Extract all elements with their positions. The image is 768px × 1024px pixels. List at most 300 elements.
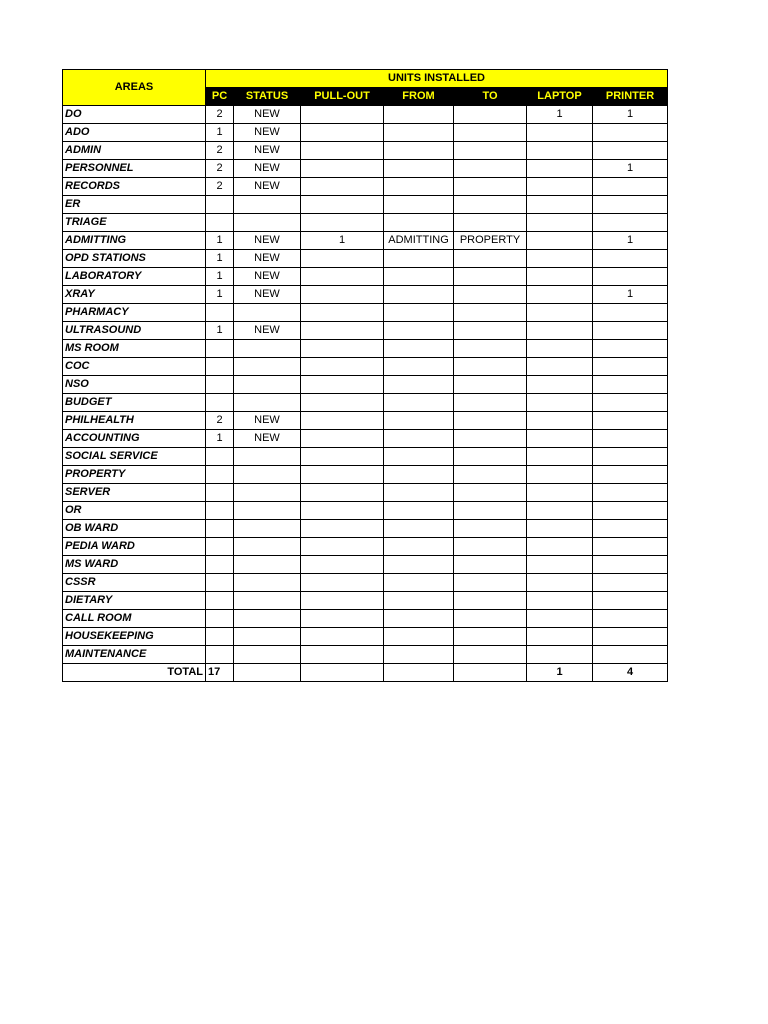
col-header-laptop: LAPTOP [527,88,593,106]
cell-status: NEW [234,106,301,124]
cell-laptop [527,466,593,484]
cell-printer [593,538,668,556]
cell-to [454,430,527,448]
cell-pc [206,214,234,232]
table-row [63,304,668,322]
col-header-from: FROM [384,88,454,106]
total-status [234,664,301,682]
cell-to [454,538,527,556]
cell-status [234,340,301,358]
cell-pull-out: 1 [301,232,384,250]
cell-pull-out [301,430,384,448]
total-row [63,664,668,682]
cell-to [454,160,527,178]
cell-printer [593,304,668,322]
cell-status [234,304,301,322]
table-row [63,178,668,196]
cell-laptop [527,412,593,430]
cell-pc [206,538,234,556]
table-row [63,106,668,124]
cell-from [384,142,454,160]
table-row [63,268,668,286]
cell-pc [206,502,234,520]
cell-from [384,574,454,592]
areas-header: AREAS [63,70,206,106]
cell-status [234,214,301,232]
cell-printer [593,376,668,394]
cell-printer [593,520,668,538]
cell-pull-out [301,322,384,340]
table-row [63,556,668,574]
cell-pc [206,520,234,538]
cell-pull-out [301,160,384,178]
cell-from [384,538,454,556]
cell-pull-out [301,250,384,268]
cell-to [454,466,527,484]
cell-status: NEW [234,124,301,142]
cell-laptop [527,394,593,412]
cell-pull-out [301,358,384,376]
cell-pc [206,394,234,412]
table-row [63,520,668,538]
col-header-pull-out: PULL-OUT [301,88,384,106]
cell-area: ADMITTING [63,232,206,250]
cell-to [454,304,527,322]
cell-printer: 1 [593,232,668,250]
cell-printer [593,142,668,160]
cell-status [234,538,301,556]
cell-from [384,430,454,448]
cell-area: OR [63,502,206,520]
cell-to [454,628,527,646]
cell-area: PERSONNEL [63,160,206,178]
cell-laptop [527,178,593,196]
cell-pc: 2 [206,178,234,196]
cell-from [384,340,454,358]
table-row [63,286,668,304]
cell-pc [206,646,234,664]
col-header-to: TO [454,88,527,106]
cell-to [454,340,527,358]
cell-laptop [527,448,593,466]
cell-status [234,196,301,214]
cell-from [384,520,454,538]
table-row [63,430,668,448]
cell-area: SOCIAL SERVICE [63,448,206,466]
cell-pc: 1 [206,232,234,250]
header-row-top [63,70,668,88]
cell-status [234,520,301,538]
cell-to [454,376,527,394]
cell-from [384,286,454,304]
cell-to [454,484,527,502]
cell-laptop [527,322,593,340]
cell-printer: 1 [593,286,668,304]
cell-area: OPD STATIONS [63,250,206,268]
cell-printer [593,268,668,286]
cell-pull-out [301,574,384,592]
cell-laptop [527,358,593,376]
cell-area: PEDIA WARD [63,538,206,556]
cell-status [234,628,301,646]
cell-to [454,214,527,232]
cell-area: MS ROOM [63,340,206,358]
cell-laptop [527,304,593,322]
cell-to [454,286,527,304]
cell-to [454,142,527,160]
cell-from [384,250,454,268]
cell-to [454,412,527,430]
cell-laptop: 1 [527,106,593,124]
table-body [63,106,668,664]
cell-area: ADMIN [63,142,206,160]
cell-status [234,394,301,412]
cell-status: NEW [234,250,301,268]
cell-laptop [527,340,593,358]
table-row [63,646,668,664]
cell-pc: 1 [206,268,234,286]
cell-printer [593,610,668,628]
cell-status: NEW [234,430,301,448]
cell-from [384,466,454,484]
col-header-status: STATUS [234,88,301,106]
table-row [63,142,668,160]
cell-pull-out [301,124,384,142]
cell-area: XRAY [63,286,206,304]
cell-pc [206,592,234,610]
cell-laptop [527,286,593,304]
cell-printer: 1 [593,106,668,124]
cell-pull-out [301,448,384,466]
cell-printer [593,430,668,448]
cell-from [384,358,454,376]
cell-from [384,178,454,196]
cell-printer [593,628,668,646]
cell-laptop [527,376,593,394]
cell-status [234,502,301,520]
cell-laptop [527,430,593,448]
cell-status: NEW [234,286,301,304]
table-row [63,466,668,484]
cell-status: NEW [234,160,301,178]
table-row [63,610,668,628]
cell-pull-out [301,394,384,412]
table-row [63,358,668,376]
table-row [63,574,668,592]
cell-to [454,124,527,142]
table-row [63,628,668,646]
cell-status: NEW [234,142,301,160]
cell-area: PROPERTY [63,466,206,484]
cell-pull-out [301,106,384,124]
cell-pull-out [301,214,384,232]
cell-laptop [527,142,593,160]
cell-pull-out [301,610,384,628]
cell-pc [206,448,234,466]
table-row [63,394,668,412]
table-row [63,376,668,394]
table-row [63,502,668,520]
cell-pull-out [301,592,384,610]
cell-status [234,592,301,610]
total-label: TOTAL [63,664,206,682]
cell-from [384,412,454,430]
cell-pc: 1 [206,250,234,268]
cell-from [384,160,454,178]
cell-pull-out [301,268,384,286]
cell-pc [206,556,234,574]
cell-laptop [527,124,593,142]
cell-laptop [527,574,593,592]
cell-area: RECORDS [63,178,206,196]
cell-area: OB WARD [63,520,206,538]
cell-pull-out [301,412,384,430]
col-header-printer: PRINTER [593,88,668,106]
cell-pc: 1 [206,322,234,340]
cell-laptop [527,196,593,214]
cell-pull-out [301,178,384,196]
cell-status [234,574,301,592]
cell-to [454,358,527,376]
cell-to [454,106,527,124]
cell-from [384,646,454,664]
cell-pull-out [301,556,384,574]
cell-pull-out [301,376,384,394]
cell-status [234,484,301,502]
cell-to [454,268,527,286]
cell-area: SERVER [63,484,206,502]
cell-from [384,556,454,574]
cell-laptop [527,556,593,574]
cell-pull-out [301,304,384,322]
table-row [63,592,668,610]
cell-from [384,106,454,124]
cell-area: MS WARD [63,556,206,574]
table-row [63,196,668,214]
cell-to: PROPERTY [454,232,527,250]
cell-printer [593,394,668,412]
cell-pull-out [301,340,384,358]
table-row [63,538,668,556]
cell-pc [206,304,234,322]
col-header-pc: PC [206,88,234,106]
cell-laptop [527,610,593,628]
table-row [63,322,668,340]
cell-to [454,556,527,574]
cell-pull-out [301,538,384,556]
cell-to [454,646,527,664]
table-row [63,124,668,142]
table-row [63,412,668,430]
cell-area: BUDGET [63,394,206,412]
cell-from [384,592,454,610]
cell-area: COC [63,358,206,376]
cell-status [234,358,301,376]
cell-to [454,592,527,610]
cell-laptop [527,160,593,178]
cell-status [234,448,301,466]
cell-to [454,196,527,214]
units-installed-header: UNITS INSTALLED [206,70,668,88]
cell-status [234,466,301,484]
units-installed-table [62,69,668,682]
cell-to [454,250,527,268]
cell-pc [206,376,234,394]
cell-printer [593,214,668,232]
cell-from [384,502,454,520]
cell-to [454,610,527,628]
cell-pc: 1 [206,286,234,304]
cell-printer [593,556,668,574]
cell-status [234,556,301,574]
cell-pc [206,340,234,358]
table-row [63,232,668,250]
cell-from [384,196,454,214]
cell-pull-out [301,286,384,304]
cell-from [384,322,454,340]
cell-printer [593,412,668,430]
cell-area: PHARMACY [63,304,206,322]
cell-pull-out [301,502,384,520]
cell-area: PHILHEALTH [63,412,206,430]
cell-printer [593,502,668,520]
cell-printer [593,646,668,664]
cell-to [454,322,527,340]
cell-area: DIETARY [63,592,206,610]
cell-area: MAINTENANCE [63,646,206,664]
cell-area: CALL ROOM [63,610,206,628]
cell-printer [593,124,668,142]
cell-from [384,628,454,646]
cell-area: NSO [63,376,206,394]
cell-pull-out [301,628,384,646]
cell-area: DO [63,106,206,124]
cell-status: NEW [234,412,301,430]
table-row [63,484,668,502]
cell-area: LABORATORY [63,268,206,286]
cell-from [384,448,454,466]
total-from [384,664,454,682]
cell-status [234,610,301,628]
cell-pull-out [301,466,384,484]
cell-laptop [527,538,593,556]
cell-area: ULTRASOUND [63,322,206,340]
cell-area: ADO [63,124,206,142]
cell-laptop [527,520,593,538]
cell-to [454,502,527,520]
cell-pc [206,610,234,628]
cell-pc: 2 [206,106,234,124]
cell-from [384,268,454,286]
total-printer: 4 [593,664,668,682]
table-row [63,250,668,268]
cell-pc: 1 [206,430,234,448]
cell-laptop [527,232,593,250]
cell-area: CSSR [63,574,206,592]
cell-pull-out [301,646,384,664]
cell-printer [593,196,668,214]
cell-status: NEW [234,178,301,196]
cell-to [454,394,527,412]
cell-pc: 2 [206,412,234,430]
cell-pc: 2 [206,142,234,160]
cell-area: TRIAGE [63,214,206,232]
cell-printer: 1 [593,160,668,178]
cell-printer [593,340,668,358]
cell-laptop [527,502,593,520]
cell-from [384,304,454,322]
total-laptop: 1 [527,664,593,682]
cell-from [384,376,454,394]
cell-printer [593,178,668,196]
cell-laptop [527,250,593,268]
cell-pc [206,466,234,484]
cell-from: ADMITTING [384,232,454,250]
cell-pc [206,628,234,646]
cell-pull-out [301,520,384,538]
cell-pc [206,484,234,502]
cell-status [234,376,301,394]
cell-laptop [527,646,593,664]
cell-area: ER [63,196,206,214]
cell-laptop [527,628,593,646]
cell-laptop [527,268,593,286]
cell-laptop [527,484,593,502]
cell-printer [593,322,668,340]
cell-printer [593,574,668,592]
cell-pc: 2 [206,160,234,178]
cell-laptop [527,592,593,610]
cell-printer [593,250,668,268]
cell-pc [206,358,234,376]
cell-to [454,574,527,592]
cell-printer [593,358,668,376]
cell-printer [593,466,668,484]
total-pc: 17 [206,664,234,682]
cell-printer [593,484,668,502]
cell-from [384,610,454,628]
cell-laptop [527,214,593,232]
total-to [454,664,527,682]
cell-pull-out [301,196,384,214]
table-row [63,340,668,358]
cell-pull-out [301,484,384,502]
cell-from [384,484,454,502]
table-row [63,214,668,232]
cell-status: NEW [234,268,301,286]
cell-from [384,124,454,142]
cell-from [384,214,454,232]
cell-area: HOUSEKEEPING [63,628,206,646]
cell-to [454,178,527,196]
cell-printer [593,592,668,610]
table-row [63,160,668,178]
cell-pc [206,574,234,592]
cell-status [234,646,301,664]
cell-to [454,520,527,538]
cell-area: ACCOUNTING [63,430,206,448]
cell-status: NEW [234,232,301,250]
table-row [63,448,668,466]
cell-status: NEW [234,322,301,340]
cell-from [384,394,454,412]
cell-printer [593,448,668,466]
total-pull-out [301,664,384,682]
cell-pc [206,196,234,214]
cell-to [454,448,527,466]
cell-pc: 1 [206,124,234,142]
cell-pull-out [301,142,384,160]
